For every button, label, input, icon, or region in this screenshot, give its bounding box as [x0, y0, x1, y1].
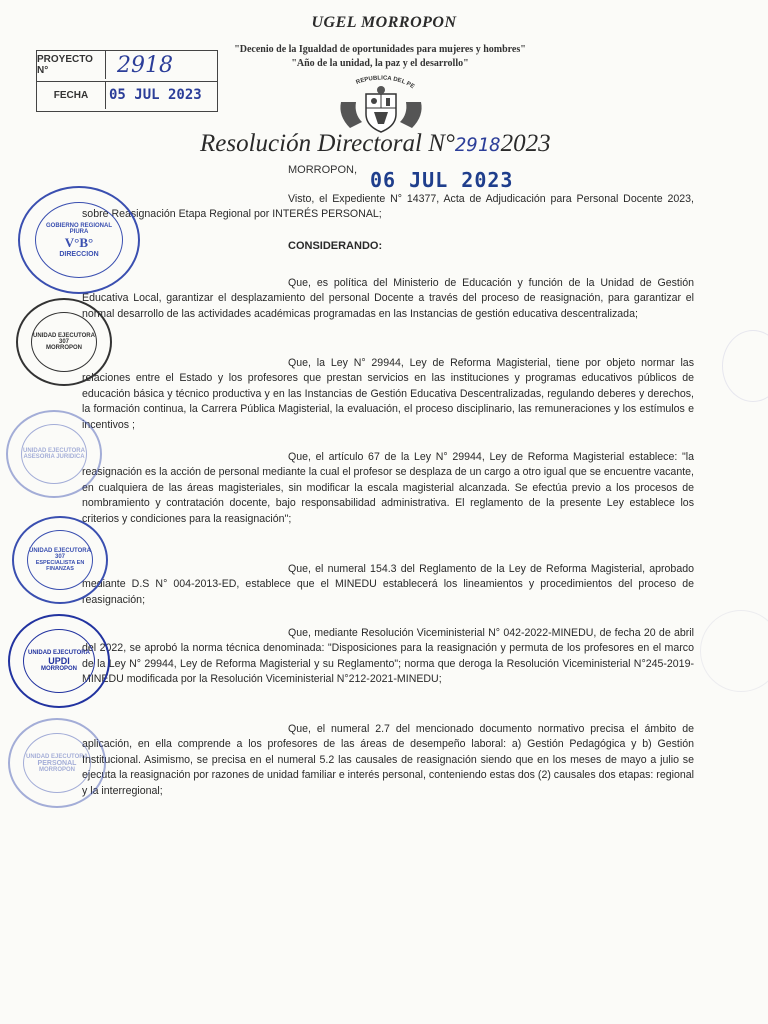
seal-3-inner: ASESORIA JURIDICA: [23, 454, 85, 460]
bleed-through-mark: [722, 330, 768, 402]
received-date-stamp: 06 JUL 2023: [370, 168, 514, 192]
paragraph-4-text: Que, el numeral 154.3 del Reglamento de la Ley de Reforma Magisterial, aprobado mediante D.S N° 004-2013-ED, establece que el MINEDU establecerá los lineamientos y procedimientos del proceso de reasignación;: [82, 563, 694, 606]
seal-3-outer: UNIDAD EJECUTORA: [23, 448, 85, 454]
paragraph-1: [82, 276, 694, 322]
seal-2-inner: MORROPON: [46, 345, 82, 351]
seal-1-vb: V°B°: [64, 234, 94, 250]
paragraph-6: [82, 722, 694, 799]
seal-5-outer: UNIDAD EJECUTORA: [28, 650, 90, 656]
resolution-place: MORROPON,: [288, 164, 358, 176]
seal-2-outer: UNIDAD EJECUTORA 307: [33, 333, 95, 345]
visto-text: Visto, el Expediente N° 14377, Acta de Adjudicación para Personal Docente 2023, sobre Reasignación Etapa Regional por INTERÉS PERSONAL;: [82, 193, 694, 221]
motto-line-1: "Decenio de la Igualdad de oportunidades para mujeres y hombres": [234, 44, 526, 55]
project-stamp-box: [36, 50, 218, 112]
paragraph-3-text: Que, el artículo 67 de la Ley N° 29944, Ley de Reforma Magisterial establece: "la reasignación es la acción de personal mediante la cual el profesor se desplaza de un cargo a otro igual que se encuentre vacante, en cualquiera de las áreas magisteriales, sin modificar la escala magisterial alcanzada. Se efectúa previo a los procesos de nombramiento y contratación docente, bajo responsabilidad administrativa. El reglamento de la presente Ley establece los criterios y condiciones para la reasignación";: [82, 451, 694, 525]
paragraph-3: [82, 450, 694, 527]
coat-of-arms-icon: [336, 72, 426, 134]
seal-direccion: [18, 186, 140, 294]
paragraph-5: [82, 626, 694, 688]
proyecto-number: 2918: [117, 52, 173, 78]
seal-updi: [8, 614, 110, 708]
institution-title: UGEL MORROPON: [311, 14, 457, 31]
seal-asesoria-juridica: [6, 410, 102, 498]
proyecto-label: PROYECTO N°: [37, 51, 106, 79]
paragraph-5-text: Que, mediante Resolución Viceministerial N° 042-2022-MINEDU, de fecha 20 de abril del 2022, se aprobó la norma técnica denominada: "Disposiciones para la reasignación y permuta de los profesores en el marco de la Ley N° 29944, Ley de Reforma Magisterial y su Reglamento"; norma que deroga la Resolución Viceministerial N°245-2019-MINEDU modificada por la Resolución Viceministerial N°212-2021-MINEDU;: [82, 627, 694, 686]
resolution-number: 2918: [454, 134, 501, 156]
resolution-year: 2023: [500, 130, 551, 157]
seal-1-outer: GOBIERNO REGIONAL PIURA: [45, 222, 112, 235]
paragraph-4: [82, 562, 694, 608]
seal-personal: [8, 718, 106, 808]
seal-6-outer: UNIDAD EJECUTORA: [26, 753, 88, 760]
seal-5-inner: UPDI: [48, 656, 70, 666]
resolution-title-text: Resolución Directoral N°: [200, 130, 455, 157]
bleed-through-mark: [700, 610, 768, 692]
fecha-label: FECHA: [37, 81, 106, 109]
fecha-value: 05 JUL 2023: [109, 87, 202, 103]
paragraph-2-text: Que, la Ley N° 29944, Ley de Reforma Magisterial, tiene por objeto normar las relaciones entre el Estado y los profesores que prestan servicios en las instituciones y programas educativos públicos de educación básica y técnico productiva y en las Instancias de Gestión Educativa Descentralizadas, regulando deberes y derechos, la formación continua, la Carrera Pública Magisterial, la evaluación, el proceso disciplinario, las remuneraciones y los estímulos e incentivos ;: [82, 357, 694, 431]
visto-paragraph: [82, 192, 694, 223]
svg-text:REPUBLICA DEL PERU: [336, 72, 415, 90]
seal-finanzas: [12, 516, 108, 604]
seal-6-bottom: MORROPON: [39, 766, 75, 773]
seal-4-inner: ESPECIALISTA EN FINANZAS: [35, 560, 85, 572]
considerando-heading: CONSIDERANDO:: [288, 240, 383, 252]
paragraph-6-text: Que, el numeral 2.7 del mencionado documento normativo precisa el ámbito de aplicación, en ella comprende a los profesores de las áreas de desempeño laboral: a) Gestión Pedagógica y b) Gestión Institucional. Asimismo, se precisa en el numeral 5.2 las causales de reasignación siendo que en los meses de mayo a julio se ejecuta la reasignación por razones de unidad familiar e interés personal, conteniendo estas dos (2) causales dos etapas: regional y la interregional;: [82, 723, 694, 797]
motto-line-2: "Año de la unidad, la paz y el desarrollo": [291, 58, 469, 69]
seal-6-inner: PERSONAL: [37, 759, 77, 767]
resolution-title: [200, 130, 551, 158]
paragraph-1-text: Que, es política del Ministerio de Educación y función de la Unidad de Gestión Educativa Local, garantizar el desplazamiento del personal Docente a través del proceso de reasignación, para garantizar el normal desarrollo de las actividades académicas programadas en las Instancias de gestión educativa descentralizada;: [82, 277, 694, 320]
seal-4-outer: UNIDAD EJECUTORA 307: [29, 548, 91, 560]
paragraph-2: [82, 356, 694, 433]
seal-1-inner: DIRECCION: [59, 250, 99, 258]
seal-5-bottom: MORROPON: [41, 666, 77, 672]
coat-caption: REPUBLICA DEL PE: [355, 75, 416, 91]
seal-unidad-ejecutora-1: [16, 298, 112, 386]
